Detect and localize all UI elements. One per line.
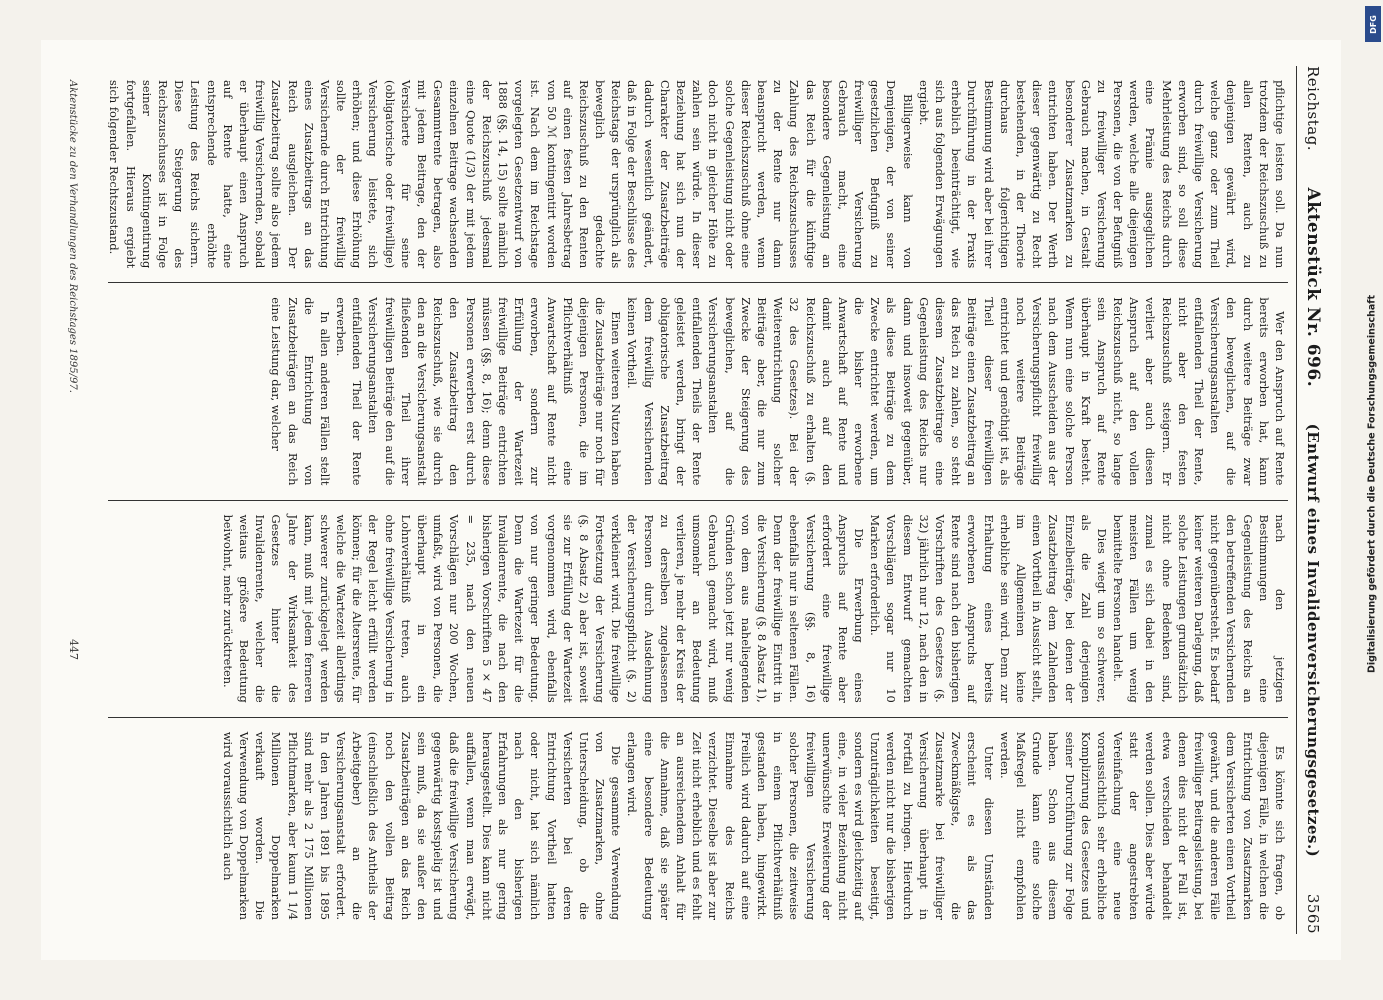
column-2 bbox=[108, 282, 1288, 499]
paragraph: nach den jetzigen Bestimmungen eine Gegenleistung des Reichs an den betreffenden Versichernden nicht gegenübersteht. Es bedarf keiner weiteren Darlegung, daß solche Leistungen grundsätzlich nicht ohne Bedenken sind, zumal es sich dabei in den meisten Fällen um wenig bemittelte Personen handelt. bbox=[1111, 514, 1287, 703]
document-title: Aktenstück Nr. 696. bbox=[1303, 187, 1323, 388]
dfg-logo: DFG bbox=[1365, 6, 1381, 42]
paragraph: pflichtige leisten soll. Da nun trotzdem der Reichszuschuß zu allen Renten, auch zu denjenigen gewährt wird, welche ganz oder zum Theil durch freiwillige Versicherung erworben sind, so soll diese Mehrleistung des Reichs durch eine Prämie ausgeglichen werden, welche alle diejenigen Personen, die von der Befugniß zu freiwilliger Versicherung Gebrauch machen, in Gestalt besonderer Zusatzmarken zu entrichten haben. Der Werth dieser gegenwärtig zu Recht bestehenden, in der Theorie durchaus folgerichtigen Bestimmung wird aber bei ihrer Durchführung in der Praxis erheblich beeinträchtigt, wie sich aus folgenden Erwägungen ergiebt. bbox=[916, 80, 1287, 269]
paragraph: Unter diesen Umständen erscheint es als das Zweckmäßigste, die Zusatzmarke bei freiwilliger Versicherung überhaupt in Fortfall zu bringen. Hierdurch werden nicht nur die bisherigen Unzuträglichkeiten beseitigt, sondern es wird gleichzeitig auf eine, in vieler Beziehung nicht unerwünschte Erweiterung der freiwilligen Versicherung solcher Personen, die zeitweise in einem Pflichtverhältniß gestanden haben, hingewirkt. Freilich wird dadurch auf eine Einnahme des Reichs verzichtet. Dieselbe ist aber zur Zeit nicht erheblich und es fehlt an ausreichendem Anhalt für die Annahme, daß sie später eine besondere Bedeutung erlangen wird. bbox=[625, 731, 996, 920]
sheet-number: 447 bbox=[67, 639, 80, 660]
paragraph: Die gesammte Verwendung von Zusatzmarken, ohne Unterscheidung, ob die Versicherten bei deren Entrichtung Vortheil hatten oder nicht, hat sich nämlich nach den bisherigen Erfahrungen als nur gering herausgestellt. Dies kann nicht auffallen, wenn man erwägt, daß die freiwillige Versicherung gegenwärtig kostspielig ist und sein muß, da sie außer den Zusatzbeiträgen an das Reich noch den vollen Beitrag (einschließlich des Antheils der Arbeitgeber) an die Versicherungsanstalt erfordert. In den Jahren 1891 bis 1895 sind mehr als 2 175 Millionen Pflichtmarken, aber kaum 1 1/4 Millionen Doppelmarken verkauft worden. Die Verwendung von Doppelmarken wird voraussichtlich auch bbox=[220, 731, 624, 920]
paragraph: Billigerweise kann von Demjenigen, der von seiner gesetzlichen Befugniß zu freiwilliger Versicherung Gebrauch macht, eine besondere Gegenleistung an das Reich für die künftige Zahlung des Reichszuschusses zu der Rente nur dann beansprucht werden, wenn dieser Reichszuschuß ohne eine solche Gegenleistung nicht oder doch nicht in gleicher Höhe zu zahlen sein würde. In dieser Beziehung hat sich nun der Charakter der Zusatzbeiträge dadurch wesentlich geändert, daß in Folge der Beschlüsse des Reichstags der ursprünglich als beweglich gedachte Reichszuschuß zu den Renten auf einen festen Jahresbetrag von 50 ℳ kontingentirt worden ist. Nach dem im Reichstage vorgelegten Gesetzentwurf von 1888 (§§. 14, 15) sollte nämlich der Reichszuschuß jedesmal eine Quote (1/3) der mit jedem einzelnen Beitrage wachsenden Gesammtrente betragen, also mit jedem Beitrage, den der Versicherte für seine (obligatorische oder freiwillige) Versicherung leistete, sich erhöhen; und diese Erhöhung sollte der freiwillig Versichernde durch Entrichtung eines Zusatzbeitrags an das Reich ausgleichen. Der Zusatzbeitrag sollte also jedem freiwillig Versichernden, sobald er überhaupt einen Anspruch auf Rente hatte, eine entsprechende erhöhte Leistung des Reichs sichern. Diese Steigerung des Reichszuschusses ist in Folge seiner Kontingentirung fortgefallen. Hieraus ergiebt sich folgender Rechtszustand. bbox=[108, 80, 915, 269]
paragraph: In allen anderen Fällen stellt die Entrichtung von Zusatzbeiträgen an das Reich eine Leistung dar, welcher bbox=[269, 297, 332, 486]
column-4 bbox=[108, 717, 1288, 934]
digitization-note-text: Digitalisierung gefördert durch die Deutsche Forschungsgemeinschaft bbox=[1366, 295, 1378, 673]
text-columns bbox=[108, 66, 1288, 934]
document-subtitle: (Entwurf eines Invalidenversicherungsgesetzes.) bbox=[1304, 423, 1322, 858]
paragraph: Einen weiteren Nutzen haben die Zusatzbeiträge nur noch für diejenigen Personen, die im Pflichtverhältniß eine Anwartschaft auf Rente nicht erworben, sondern zur Erfüllung der Wartezeit freiwillige Beiträge entrichten müssen (§§. 8, 16); denn diese Personen erwerben erst durch den Zusatzbeitrag den Reichszuschuß, wie sie durch den an die Versicherungsanstalt fließenden Theil ihrer freiwilligen Beiträge den auf die Versicherungsanstalten entfallenden Theil der Rente erwerben. bbox=[334, 297, 624, 486]
paragraph: Die Erwerbung eines Anspruchs auf Rente aber erfordert eine freiwillige Versicherung (§§. 8, 16) ebenfalls nur in seltenen Fällen. Denn der freiwillige Eintritt in die Versicherung (§. 8 Absatz 1), von dem aus naheliegenden Gründen schon jetzt nur wenig Gebrauch gemacht wird, muß umsomehr an Bedeutung verlieren, je mehr der Kreis der zu derselben zugelassenen Personen durch Ausdehnung der Versicherungspflicht (§. 2) verkleinert wird. Die freiwillige Fortsetzung der Versicherung (§. 8 Absatz 2) aber ist, soweit sie zur Erfüllung der Wartezeit vorgenommen wird, ebenfalls von nur geringer Bedeutung. Denn die Wartezeit für die Invalidenrente, die nach den bisherigen Vorschriften 5 × 47 = 235, nach den neuen Vorschlägen nur 200 Wochen, umfaßt, wird von Personen, die überhaupt in ein Lohnverhältniß treten, auch ohne freiwillige Versicherung in der Regel leicht erfüllt werden können; für die Altersrente, für welche die Wartezeit allerdings schwerer zurückgelegt werden kann, muß mit jedem ferneren Jahre der Wirksamkeit des Gesetzes hinter die Invalidenrente, welcher die weitaus größere Bedeutung beiwohnt, mehr zurücktreten. bbox=[220, 514, 867, 703]
column-3 bbox=[108, 500, 1288, 717]
footnote: Aktenstücke zu den Verhandlungen des Reichstages 1895/97. bbox=[67, 80, 78, 393]
page-number: 3565 bbox=[1304, 893, 1322, 934]
document-page bbox=[41, 40, 1341, 960]
digitization-note bbox=[1365, 14, 1379, 954]
paragraph: Dies wiegt um so schwerer, als die Zahl derjenigen Einzelbeiträge, bei denen der Zusatzbeitrag dem Zahlenden einen Vortheil in Aussicht stellt, im Allgemeinen keine erhebliche sein wird. Denn zur Erhaltung eines bereits erworbenen Anspruchs auf Rente sind nach den bisherigen Vorschriften des Gesetzes (§. 32) jährlich nur 12, nach den in diesem Entwurf gemachten Vorschlägen sogar nur 10 Marken erforderlich. bbox=[868, 514, 1109, 703]
header-left: Reichstag. bbox=[1304, 66, 1322, 152]
paragraph: Wer den Anspruch auf Rente bereits erworben hat, kann durch weitere Beiträge zwar den beweglichen, auf die Versicherungsanstalten entfallenden Theil der Rente, nicht aber den festen Reichszuschuß steigern. Er verliert aber auch diesen Anspruch auf den vollen Reichszuschuß nicht, so lange sein Anspruch auf Rente überhaupt in Kraft besteht. Wenn nun eine solche Person nach dem Ausscheiden aus der Versicherungspflicht freiwillig noch weitere Beiträge entrichtet und genöthigt ist, als Theil dieser freiwilligen Beiträge einen Zusatzbeitrag an das Reich zu zahlen, so steht diesem Zusatzbeitrage eine Gegenleistung des Reichs nur dann und insoweit gegenüber, als diese Beiträge zu dem Zwecke entrichtet werden, um die bisher erworbene Anwartschaft auf Rente und damit auch auf den Reichszuschuß zu erhalten (§. 32 des Gesetzes). Bei der Weiterentrichtung solcher Beiträge aber, die nur zum Zwecke der Steigerung des beweglichen, auf die Versicherungsanstalten entfallenden Theils der Rente geleistet werden, bringt der obligatorische Zusatzbeitrag dem freiwillig Versichernden keinen Vortheil. bbox=[625, 297, 1287, 486]
paragraph: Es könnte sich fragen, ob diejenigen Fälle, in welchen die Entrichtung von Zusatzmarken dem Versicherten einen Vortheil gewährt, und die anderen Fälle freiwilliger Beitragsleistung, bei denen dies nicht der Fall ist, etwa verschieden behandelt werden sollen. Dies aber würde statt der angestrebten Vereinfachung eine neue voraussichtlich sehr erhebliche Komplizirung des Gesetzes und seiner Durchführung zur Folge haben. Schon aus diesem Grunde kann eine solche Maßregel nicht empfohlen werden. bbox=[997, 731, 1287, 920]
page-header bbox=[1296, 66, 1323, 934]
column-1 bbox=[108, 66, 1288, 282]
